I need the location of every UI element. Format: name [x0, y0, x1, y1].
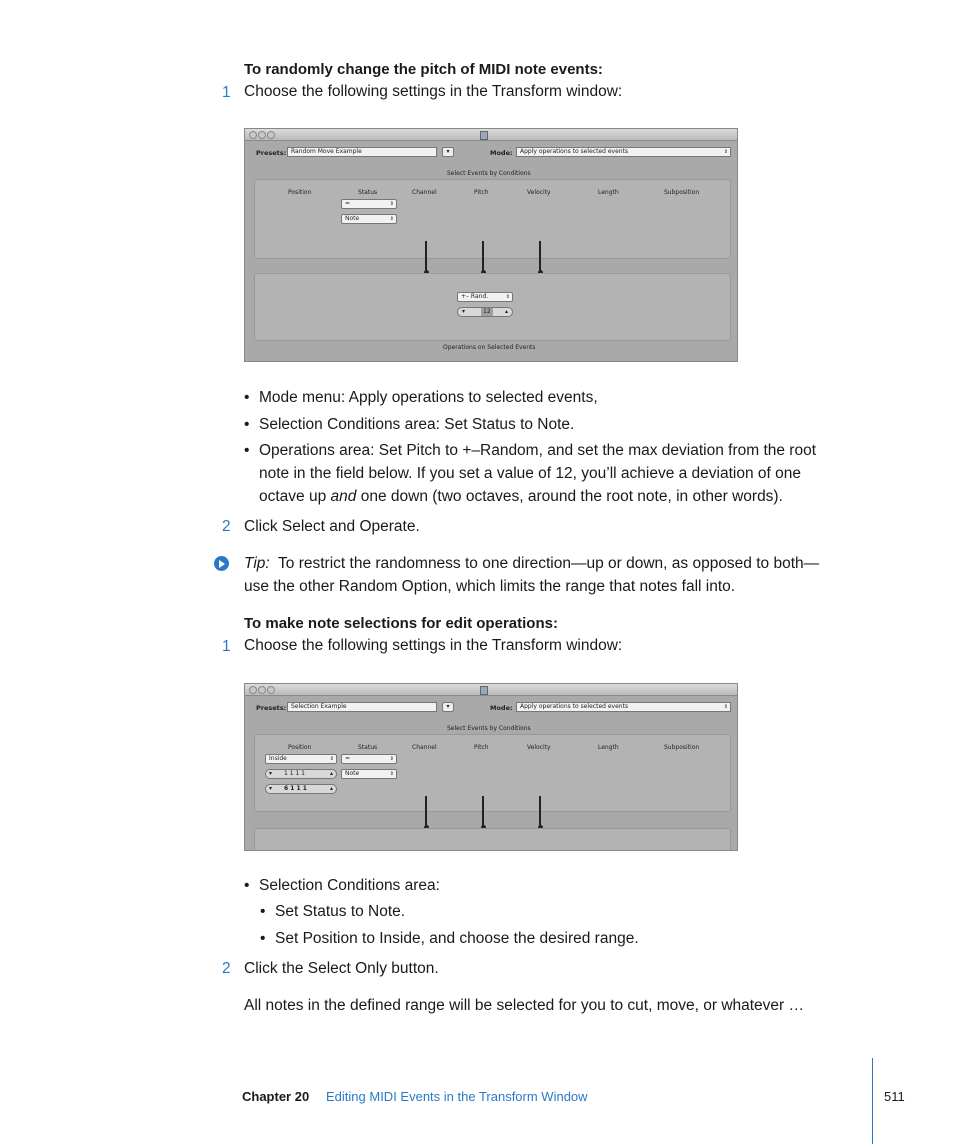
window-titlebar [245, 684, 737, 696]
decrement-icon: ▾ [269, 770, 273, 777]
updown-arrows-icon: ⇕ [389, 201, 394, 207]
step-text: Choose the following settings in the Transform window: [244, 83, 623, 100]
status-value-select[interactable]: Note ⇕ [341, 214, 397, 224]
bullet-text: Selection Conditions area: Set Status to Note. [259, 416, 575, 433]
bullet-icon: • [244, 416, 250, 433]
tip-line: Tip: To restrict the randomness to one direction—up or down, as opposed to both— [244, 555, 820, 572]
operations-caption: Operations on Selected Events [443, 344, 536, 351]
column-header: Position [288, 744, 312, 751]
chevron-down-icon: ▾ [446, 148, 450, 155]
column-header: Channel [412, 189, 437, 196]
step-number: 2 [222, 518, 231, 535]
presets-label: Presets: [256, 149, 287, 157]
step-text: Choose the following settings in the Transform window: [244, 637, 623, 654]
column-header: Status [358, 189, 378, 196]
step-number: 2 [222, 960, 231, 977]
increment-icon: ▴ [329, 785, 333, 792]
updown-arrows-icon: ⇕ [723, 149, 728, 155]
transform-window-screenshot-2 [244, 683, 738, 851]
increment-icon: ▴ [329, 770, 333, 777]
column-header: Position [288, 189, 312, 196]
increment-icon: ▴ [504, 308, 508, 315]
updown-arrows-icon: ⇕ [389, 771, 394, 777]
sub-bullet-icon: • [260, 930, 266, 947]
minimize-icon [258, 686, 266, 694]
position-from-stepper[interactable]: ▾ 1 1 1 1 ▴ [265, 769, 337, 779]
bullet-icon: • [244, 389, 250, 406]
document-icon [480, 131, 488, 140]
bullet-text: note in the field below. If you set a value of 12, you’ll achieve a deviation of one [259, 465, 802, 482]
footer-divider [872, 1058, 873, 1144]
transform-window-screenshot-1 [244, 128, 738, 362]
pitch-operation-select[interactable]: +– Rand. ⇕ [457, 292, 513, 302]
sub-bullet-text: Set Status to Note. [275, 903, 406, 920]
presets-label: Presets: [256, 704, 287, 712]
document-icon [480, 686, 488, 695]
decrement-icon: ▾ [269, 785, 273, 792]
operations-panel [254, 273, 731, 341]
status-value-select[interactable]: Note ⇕ [341, 769, 397, 779]
step-text: Click the Select Only button. [244, 960, 439, 977]
bullet-icon: • [244, 877, 250, 894]
chevron-down-icon: ▾ [446, 703, 450, 710]
preset-menu-button[interactable] [442, 702, 454, 712]
sub-bullet-text: Set Position to Inside, and choose the desired range. [275, 930, 639, 947]
tip-arrow-icon [214, 556, 229, 571]
column-header: Subposition [664, 744, 700, 751]
step-number: 1 [222, 84, 231, 101]
step-number: 1 [222, 638, 231, 655]
mode-label: Mode: [490, 149, 513, 157]
preset-menu-button[interactable] [442, 147, 454, 157]
conditions-panel [254, 734, 731, 812]
conditions-caption: Select Events by Conditions [447, 170, 531, 177]
conditions-caption: Select Events by Conditions [447, 725, 531, 732]
footer-chapter: Chapter 20 [242, 1089, 310, 1104]
updown-arrows-icon: ⇕ [505, 294, 510, 300]
column-header: Velocity [527, 744, 551, 751]
updown-arrows-icon: ⇕ [389, 216, 394, 222]
status-operator-select[interactable]: = ⇕ [341, 199, 397, 209]
bullet-icon: • [244, 442, 250, 459]
zoom-icon [267, 131, 275, 139]
updown-arrows-icon: ⇕ [723, 704, 728, 710]
section-heading-note-selections: To make note selections for edit operations: [244, 615, 558, 632]
preset-field[interactable]: Random Move Example [287, 147, 437, 157]
column-header: Length [598, 744, 619, 751]
column-header: Pitch [474, 189, 489, 196]
page-number: 511 [884, 1089, 905, 1104]
column-header: Channel [412, 744, 437, 751]
updown-arrows-icon: ⇕ [329, 756, 334, 762]
column-header: Status [358, 744, 378, 751]
mode-label: Mode: [490, 704, 513, 712]
mode-select[interactable]: Apply operations to selected events ⇕ [516, 147, 731, 157]
pitch-value-stepper[interactable]: ▾ 12 ▴ [457, 307, 513, 317]
tip-line: use the other Random Option, which limits the range that notes fall into. [244, 578, 736, 595]
close-icon [249, 131, 257, 139]
conditions-panel [254, 179, 731, 259]
position-to-stepper[interactable]: ▾ 6 1 1 1 ▴ [265, 784, 337, 794]
decrement-icon: ▾ [462, 308, 466, 315]
column-header: Velocity [527, 189, 551, 196]
bullet-text: Operations area: Set Pitch to +–Random, and set the max deviation from the root [259, 442, 817, 459]
column-header: Subposition [664, 189, 700, 196]
column-header: Length [598, 189, 619, 196]
step-text: Click Select and Operate. [244, 518, 420, 535]
sub-bullet-icon: • [260, 903, 266, 920]
bullet-text: Selection Conditions area: [259, 877, 440, 894]
minimize-icon [258, 131, 266, 139]
position-operator-select[interactable]: Inside ⇕ [265, 754, 337, 764]
bullet-text: Mode menu: Apply operations to selected events, [259, 389, 598, 406]
mode-select[interactable]: Apply operations to selected events ⇕ [516, 702, 731, 712]
bullet-text-line: octave up and one down (two octaves, around the root note, in other words). [259, 488, 783, 505]
footer-chapter-title: Editing MIDI Events in the Transform Window [326, 1089, 588, 1104]
zoom-icon [267, 686, 275, 694]
section-heading-random-pitch: To randomly change the pitch of MIDI note events: [244, 61, 603, 78]
preset-field[interactable]: Selection Example [287, 702, 437, 712]
column-header: Pitch [474, 744, 489, 751]
updown-arrows-icon: ⇕ [389, 756, 394, 762]
closing-paragraph: All notes in the defined range will be selected for you to cut, move, or whatever … [244, 997, 805, 1014]
status-operator-select[interactable]: = ⇕ [341, 754, 397, 764]
window-titlebar [245, 129, 737, 141]
operations-panel [254, 828, 731, 851]
close-icon [249, 686, 257, 694]
